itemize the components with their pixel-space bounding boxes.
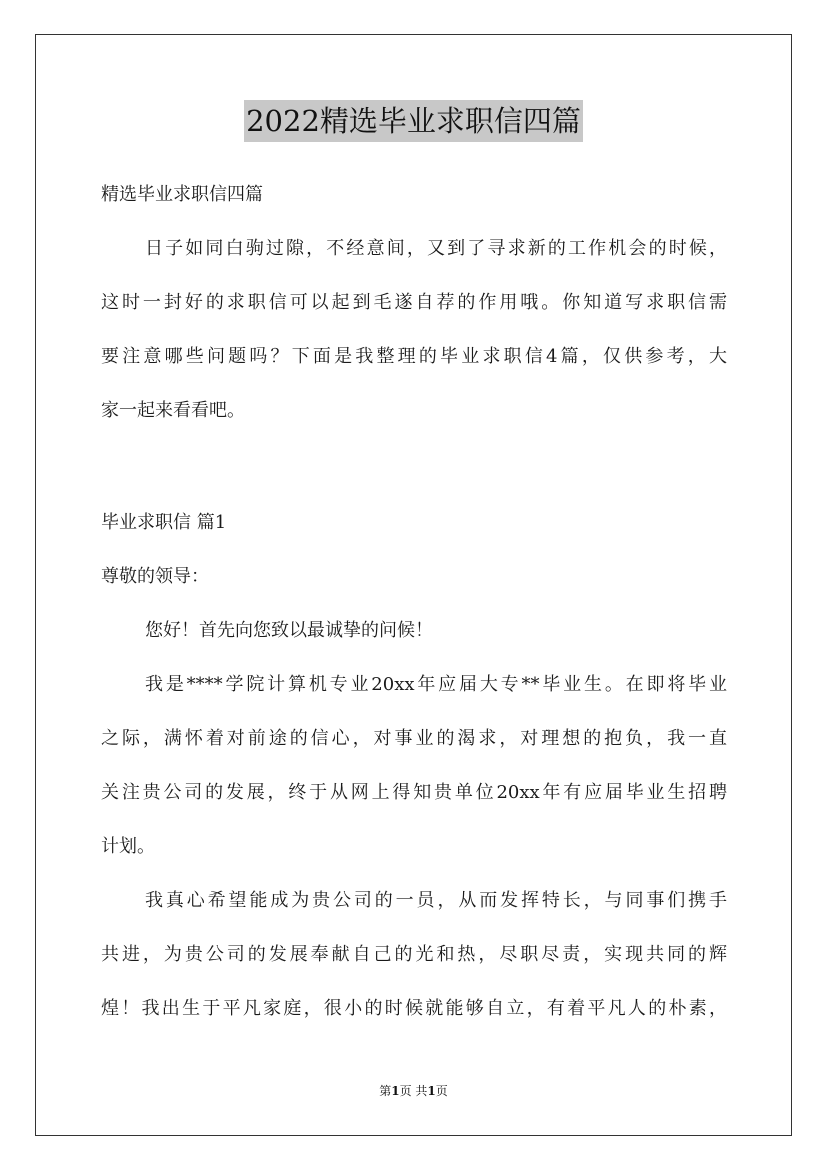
salutation: 尊敬的领导：: [101, 566, 209, 587]
intro-line: 要注意哪些问题吗？下面是我整理的毕业求职信4篇，仅供参考，大: [101, 346, 727, 367]
intro-line: 家一起来看看吧。: [101, 400, 245, 421]
paragraph-gap: [101, 438, 727, 496]
intro-line: 日子如同白驹过隙，不经意间，又到了寻求新的工作机会的时候，: [145, 238, 727, 259]
page-suffix: 页: [435, 1084, 448, 1098]
document-body: [101, 168, 727, 1036]
section-heading: 毕业求职信 篇1: [101, 512, 227, 533]
paragraph-line: 计划。: [101, 836, 155, 857]
paragraph-line: 关注贵公司的发展，终于从网上得知贵单位20xx年有应届毕业生招聘: [101, 782, 727, 803]
paragraph-line: 我是****学院计算机专业20xx年应届大专**毕业生。在即将毕业: [145, 674, 727, 695]
document-title: 2022精选毕业求职信四篇: [244, 100, 583, 142]
subtitle: 精选毕业求职信四篇: [101, 184, 263, 205]
paragraph-line: 之际，满怀着对前途的信心，对事业的渴求，对理想的抱负，我一直: [101, 728, 727, 749]
title-container: [0, 100, 827, 142]
paragraph-line: 煌！我出生于平凡家庭，很小的时候就能够自立，有着平凡人的朴素，: [101, 998, 727, 1019]
page-prefix: 第: [379, 1084, 392, 1098]
current-page-number: 1: [391, 1084, 400, 1098]
page-mid: 页 共: [399, 1084, 428, 1098]
paragraph-line: 我真心希望能成为贵公司的一员，从而发挥特长，与同事们携手: [145, 890, 727, 911]
total-page-number: 1: [427, 1084, 436, 1098]
page-footer: [0, 1082, 827, 1099]
greeting: 您好！首先向您致以最诚挚的问候！: [145, 620, 433, 641]
intro-line: 这时一封好的求职信可以起到毛遂自荐的作用哦。你知道写求职信需: [101, 292, 727, 313]
paragraph-line: 共进，为贵公司的发展奉献自己的光和热，尽职尽责，实现共同的辉: [101, 944, 727, 965]
